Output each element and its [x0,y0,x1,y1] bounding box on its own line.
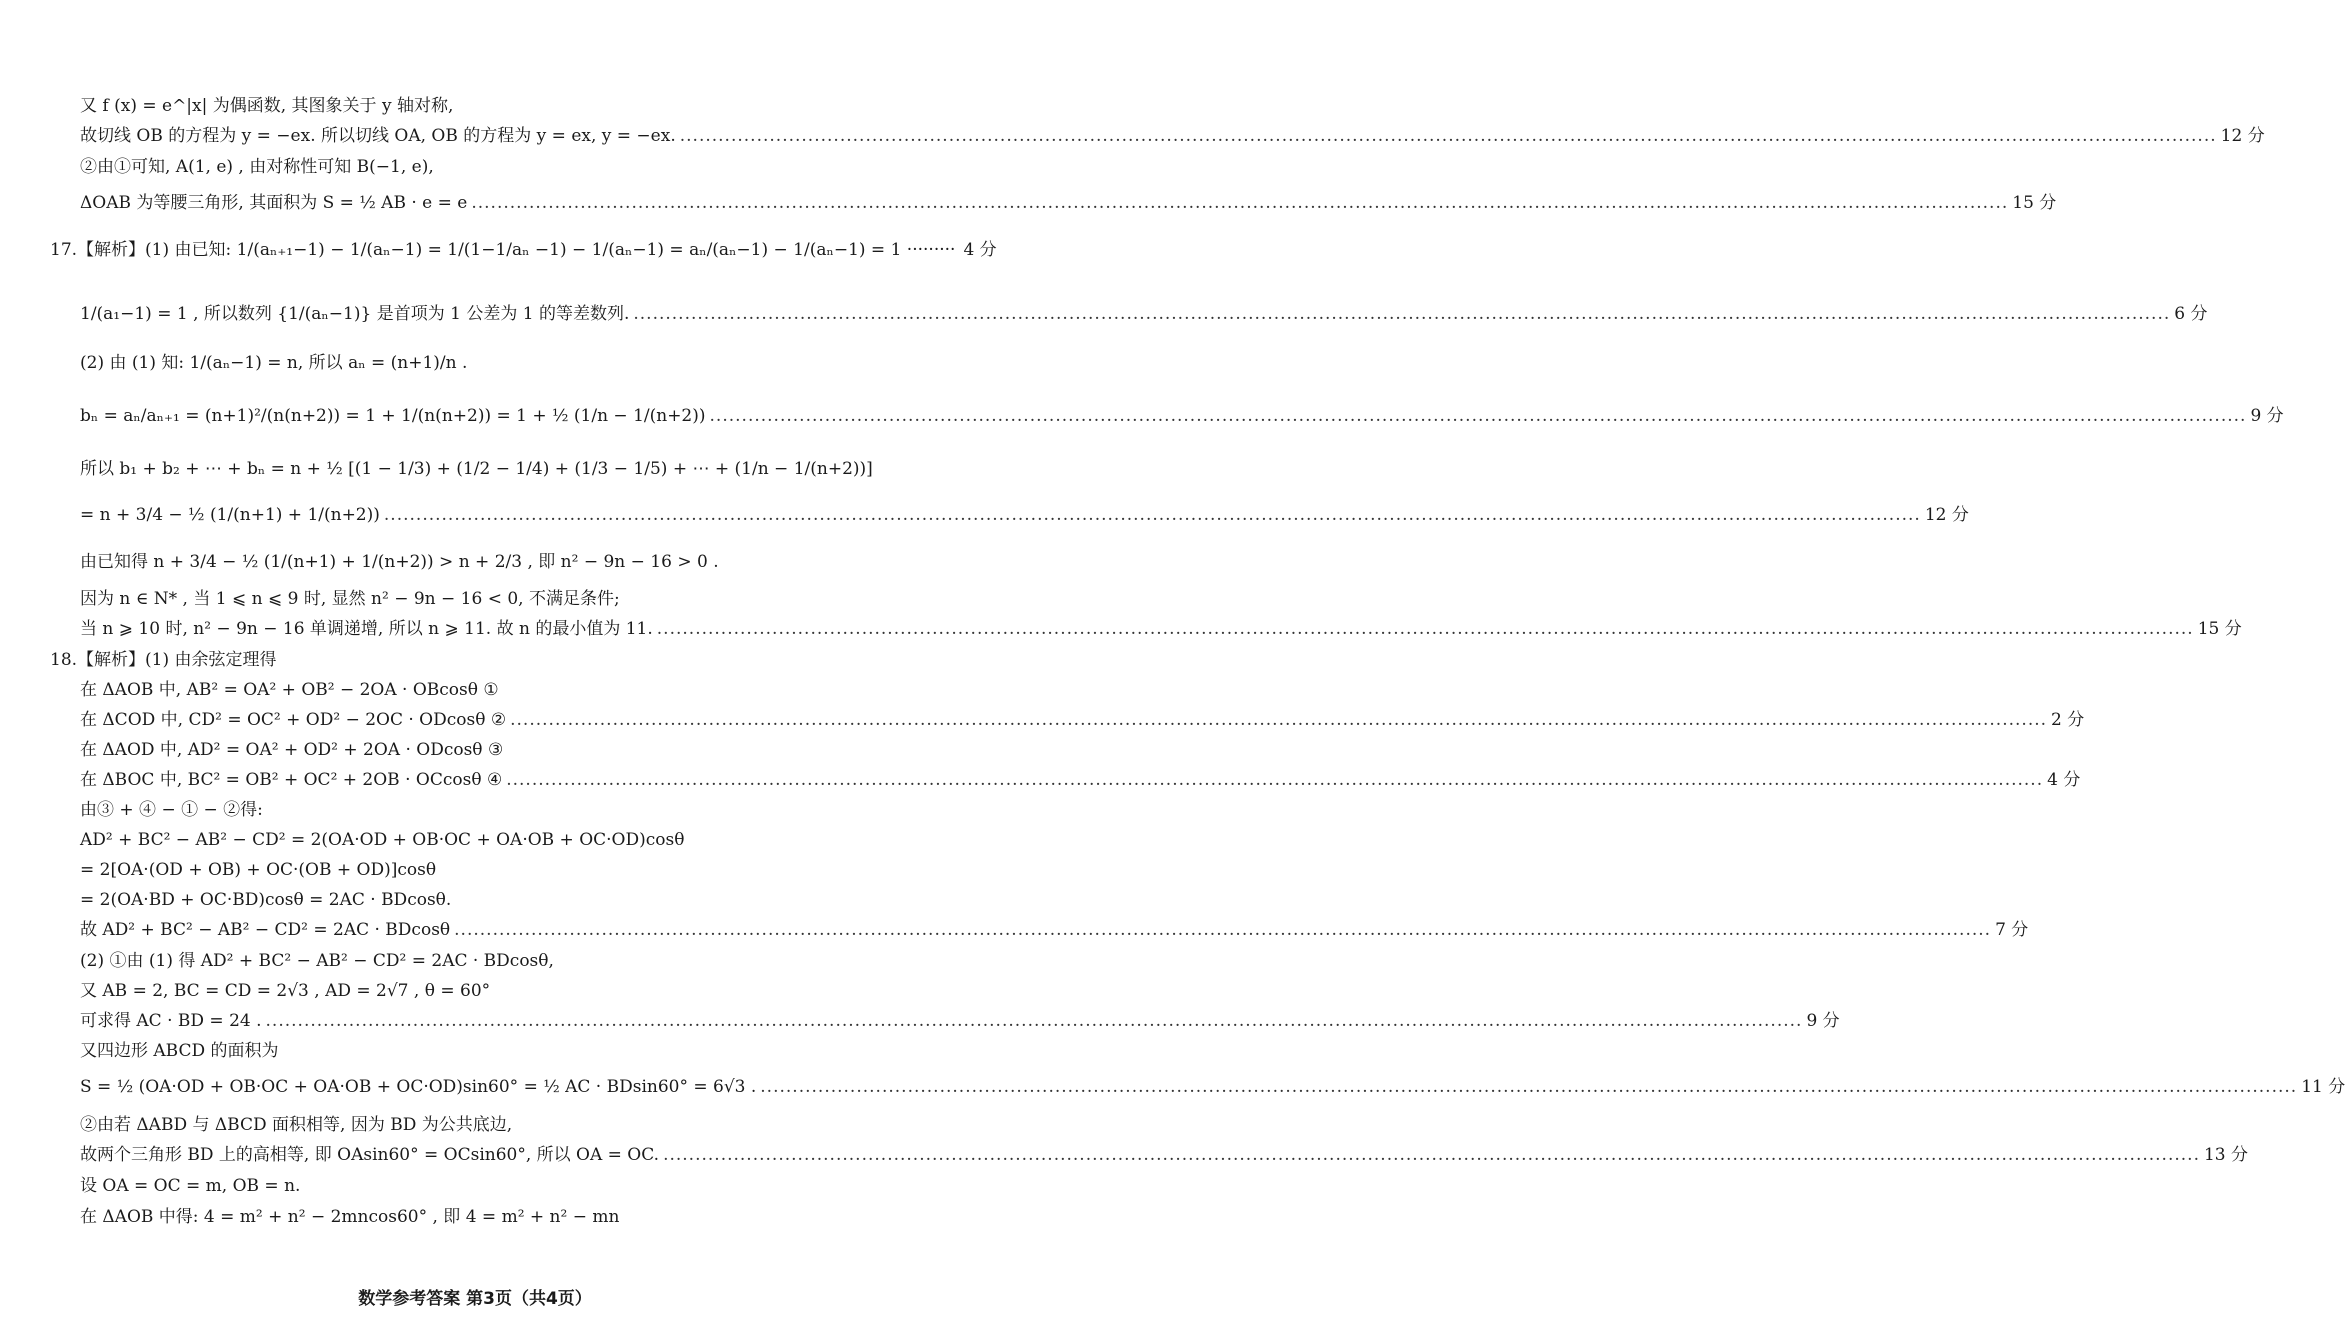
text-line: (2) ①由 (1) 得 AD² + BC² − AB² − CD² = 2AC · BDcosθ, [80,951,554,971]
text-line: 又 f (x) = e^|x| 为偶函数, 其图象关于 y 轴对称, [80,96,454,116]
text-line: = 2[OA·(OD + OB) + OC·(OB + OD)]cosθ [80,860,437,880]
score-label: 9 分 [2250,406,2284,426]
text-line: bₙ = aₙ/aₙ₊₁ = (n+1)²/(n(n+2)) = 1 + 1/(n(n+2)) = 1 + ½ (1/n − 1/(n+2)) ..... 9 分 [80,405,825,427]
text-line: 所以 b₁ + b₂ + ⋯ + bₙ = n + ½ [(1 − 1/3) + (1/2 − 1/4) + (1/3 − 1/5) + ⋯ + (1/n − 1/(n+2))] [80,459,873,479]
score-label: 4 分 [2047,770,2081,790]
text-line: AD² + BC² − AB² − CD² = 2(OA·OD + OB·OC + OA·OB + OC·OD)cosθ [80,830,685,850]
score-label: 2 分 [2051,710,2085,730]
text-line: S = ½ (OA·OD + OB·OC + OA·OB + OC·OD)sin60° = ½ AC · BDsin60° = 6√3 . ..... 11 分 [80,1076,825,1098]
score-label: 11 分 [2301,1077,2345,1097]
score-label: 4 分 [963,240,997,260]
text-line: ②由①可知, A(1, e) , 由对称性可知 B(−1, e), [80,157,434,177]
text-line: 当 n ⩾ 10 时, n² − 9n − 16 单调递增, 所以 n ⩾ 11. 故 n 的最小值为 11. ..... 15 分 [80,618,825,640]
score-label: 12 分 [2220,126,2265,146]
text-line: 在 ΔAOB 中得: 4 = m² + n² − 2mncos60° , 即 4 = m² + n² − mn [80,1207,620,1227]
score-label: 15 分 [2197,619,2242,639]
text-line: 故切线 OB 的方程为 y = −ex. 所以切线 OA, OB 的方程为 y = ex, y = −ex. ..... 12 分 [80,125,825,147]
score-label: 9 分 [1806,1011,1840,1031]
score-label: 7 分 [1995,920,2029,940]
text-line: ②由若 ΔABD 与 ΔBCD 面积相等, 因为 BD 为公共底边, [80,1115,513,1135]
text-line: 又 AB = 2, BC = CD = 2√3 , AD = 2√7 , θ = 60° [80,981,491,1001]
text-line: 因为 n ∈ N* , 当 1 ⩽ n ⩽ 9 时, 显然 n² − 9n − 16 < 0, 不满足条件; [80,589,620,609]
score-label: 15 分 [2012,193,2057,213]
text-line: 1/(a₁−1) = 1 , 所以数列 {1/(aₙ−1)} 是首项为 1 公差为 1 的等差数列. ..... 6 分 [80,303,825,325]
text-line: ΔOAB 为等腰三角形, 其面积为 S = ½ AB · e = e ..... 15 分 [80,192,825,214]
text-line: 故两个三角形 BD 上的高相等, 即 OAsin60° = OCsin60°, 所以 OA = OC. ..... 13 分 [80,1144,825,1166]
text-line: 17.【解析】(1) 由已知: 1/(aₙ₊₁−1) − 1/(aₙ−1) = 1/(1−1/aₙ −1) − 1/(aₙ−1) = aₙ/(aₙ−1) − 1/(aₙ−1) = 1 ········· 4 分 [50,240,997,260]
text-line: 在 ΔCOD 中, CD² = OC² + OD² − 2OC · ODcosθ ② ..... 2 分 [80,709,825,731]
text-line: 18.【解析】(1) 由余弦定理得 [50,650,277,670]
text-line: 又四边形 ABCD 的面积为 [80,1041,279,1061]
text-line: (2) 由 (1) 知: 1/(aₙ−1) = n, 所以 aₙ = (n+1)/n . [80,353,468,373]
text-line: 在 ΔAOB 中, AB² = OA² + OB² − 2OA · OBcosθ ① [80,680,499,700]
score-label: 6 分 [2174,304,2208,324]
text-line: 设 OA = OC = m, OB = n. [80,1176,301,1196]
text-line: 在 ΔBOC 中, BC² = OB² + OC² + 2OB · OCcosθ ④ ..... 4 分 [80,769,825,791]
text-line: 在 ΔAOD 中, AD² = OA² + OD² + 2OA · ODcosθ ③ [80,740,504,760]
text-line: = n + 3/4 − ½ (1/(n+1) + 1/(n+2)) ..... 12 分 [80,504,825,526]
score-label: 13 分 [2203,1145,2249,1165]
text-line: 由已知得 n + 3/4 − ½ (1/(n+1) + 1/(n+2)) > n + 2/3 , 即 n² − 9n − 16 > 0 . [80,552,719,572]
text-line: = 2(OA·BD + OC·BD)cosθ = 2AC · BDcosθ. [80,890,452,910]
page-footer: 数学参考答案 第3页（共4页） [358,1289,592,1309]
text-line: 可求得 AC · BD = 24 . ..... 9 分 [80,1010,825,1032]
text-line: 故 AD² + BC² − AB² − CD² = 2AC · BDcosθ ..... 7 分 [80,919,825,941]
text-line: 由③ + ④ − ① − ②得: [80,800,263,820]
score-label: 12 分 [1924,505,1969,525]
